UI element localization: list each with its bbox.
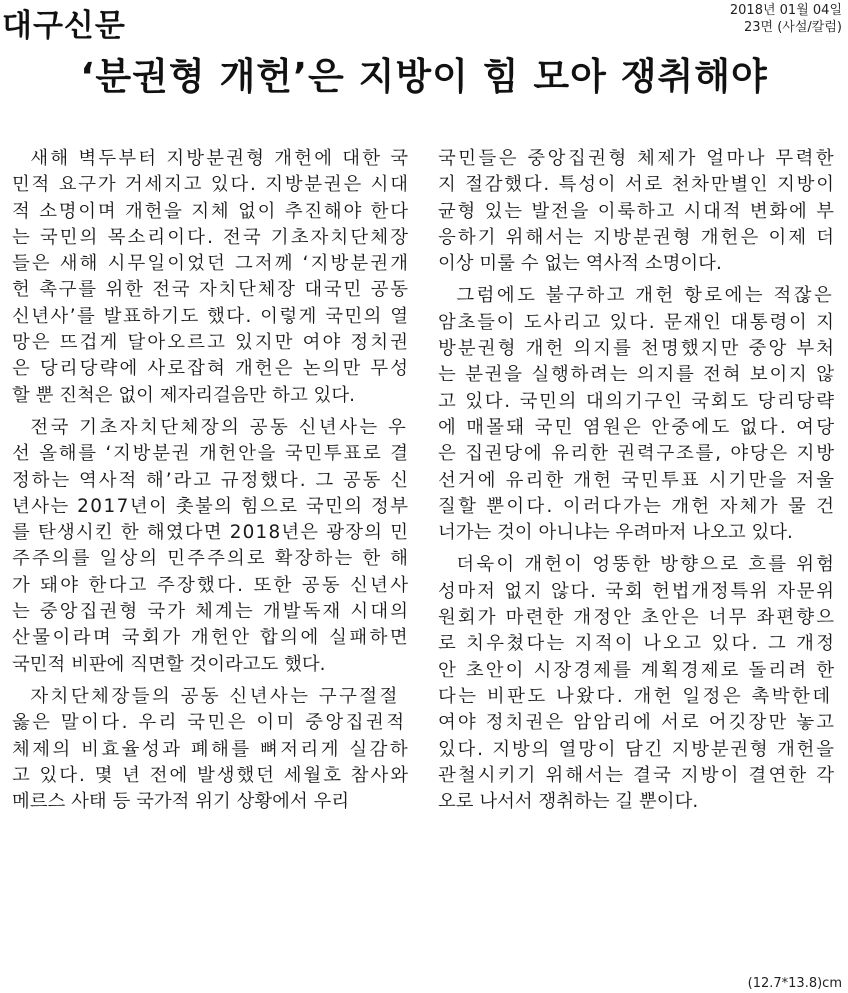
article-line: 은 집권당에 유리한 권력구조를, 야당은 지방: [438, 443, 836, 465]
article-line: 이상 미룰 수 없는 역사적 소명이다.: [438, 253, 722, 275]
article-line: 다는 비판도 나왔다. 개헌 일정은 촉박한데: [438, 685, 833, 707]
page-section: 23면 (사설/칼럼): [744, 20, 842, 35]
article-line: 은 당리당략에 사로잡혀 개헌은 논의만 무성: [12, 358, 411, 380]
article-line: 들은 새해 시무일이었던 그저께 ‘지방분권개: [12, 253, 411, 275]
article-line: 주주의를 일상의 민주주의로 확장하는 한 해: [12, 548, 411, 570]
article-line: 헌 촉구를 위한 전국 자치단체장 대국민 공동: [12, 279, 410, 301]
article-line: 가 돼야 한다고 주장했다. 또한 공동 신년사: [12, 574, 411, 596]
article-size-note: (12.7*13.8)cm: [747, 976, 842, 991]
article-line: 할 뿐 진척은 없이 제자리걸음만 하고 있다.: [12, 384, 355, 406]
article-line: 성마저 없지 않다. 국회 헌법개정특위 자문위: [438, 580, 836, 602]
article-line: 고 있다. 국민의 대의기구인 국회도 당리당략: [438, 390, 836, 412]
publication-meta: [730, 2, 842, 36]
article-line: 고 있다. 몇 년 전에 발생했던 세월호 참사와: [12, 764, 410, 786]
article-line: 방분권형 개헌 의지를 천명했지만 중앙 부처: [438, 338, 837, 360]
article-line: 에 매몰돼 국민 염원은 안중에도 없다. 여당: [438, 416, 837, 438]
article-line: 는 국민의 목소리이다. 전국 기초자치단체장: [12, 226, 411, 248]
newspaper-masthead: 대구신문: [2, 8, 126, 44]
article-line: 는 분권을 실행하려는 의지를 전혀 보이지 않: [438, 364, 836, 386]
article-line: 국민적 비판에 직면할 것이라고도 했다.: [12, 653, 326, 675]
article-line: 원회가 마련한 개정안 초안은 너무 좌편향으: [438, 607, 837, 629]
article-column-right: [438, 146, 837, 815]
article-line: 적 소명이며 개헌을 지체 없이 추진해야 한다: [12, 200, 410, 222]
article-line: 산물이라며 국회가 개헌안 합의에 실패하면: [12, 627, 411, 649]
article-line: 암초들이 도사리고 있다. 문재인 대통령이 지: [438, 311, 836, 333]
article-line: 국민들은 중앙집권형 체제가 얼마나 무력한: [438, 148, 837, 169]
article-line: 선거에 유리한 개헌 국민투표 시기만을 저울: [438, 469, 837, 491]
article-line: 그럼에도 불구하고 개헌 항로에는 적잖은: [456, 285, 835, 307]
article-line: 신년사’를 발표하기도 했다. 이렇게 국민의 열: [12, 305, 410, 327]
article-line: 너가는 것이 아니냐는 우려마저 나오고 있다.: [438, 522, 793, 544]
article-column-left: [12, 146, 411, 815]
article-line: 응하기 위해서는 지방분권형 개헌은 이제 더: [438, 226, 837, 248]
article-line: 민적 요구가 거세지고 있다. 지방분권은 시대: [12, 174, 410, 196]
article-line: 메르스 사태 등 국가적 위기 상황에서 우리: [12, 791, 350, 813]
article-line: 옳은 말이다. 우리 국민은 이미 중앙집권적: [12, 712, 407, 734]
article-line: 균형 있는 발전을 이룩하고 시대적 변화에 부: [438, 200, 836, 222]
article-line: 선 올해를 ‘지방분권 개헌안을 국민투표로 결: [12, 443, 410, 465]
article-line: 안 초안이 시장경제를 계획경제로 돌리려 한: [438, 659, 837, 681]
article-line: 는 중앙집권형 국가 체계는 개발독재 시대의: [12, 601, 411, 623]
publication-date: 2018년 01월 04일: [729, 3, 842, 18]
article-line: 년사는 2017년이 촛불의 힘으로 국민의 정부: [12, 495, 410, 517]
article-line: 망은 뜨겁게 달아오르고 있지만 여야 정치권: [12, 332, 411, 354]
article-line: 질할 뿐이다. 이러다가는 개헌 자체가 물 건: [438, 495, 837, 517]
article-line: 더욱이 개헌이 엉뚱한 방향으로 흐를 위험: [456, 554, 837, 576]
article-line: 여야 정치권은 암암리에 서로 어깃장만 놓고: [438, 712, 837, 734]
article-line: 있다. 지방의 열망이 담긴 지방분권형 개헌을: [438, 738, 836, 760]
article-line: 지 절감했다. 특성이 서로 천차만별인 지방이: [438, 174, 836, 196]
article-line: 체제의 비효율성과 폐해를 뼈저리게 실감하: [12, 738, 411, 760]
article-line: 오로 나서서 쟁취하는 길 뿐이다.: [438, 791, 699, 813]
article-line: 로 치우쳤다는 지적이 나오고 있다. 그 개정: [438, 633, 837, 655]
editorial-headline: ‘분권형 개헌’은 지방이 힘 모아 쟁취해야: [80, 55, 768, 98]
article-line: 정하는 역사적 해’라고 규정했다. 그 공동 신: [12, 469, 410, 491]
article-line: 관철시키기 위해서는 결국 지방이 결연한 각: [438, 764, 837, 786]
article-line: 자치단체장들의 공동 신년사는 구구절절: [30, 685, 400, 707]
article-line: 새해 벽두부터 지방분권형 개헌에 대한 국: [30, 148, 411, 169]
article-line: 를 탄생시킨 한 해였다면 2018년은 광장의 민: [12, 522, 410, 544]
article-line: 전국 기초자치단체장의 공동 신년사는 우: [30, 416, 409, 438]
